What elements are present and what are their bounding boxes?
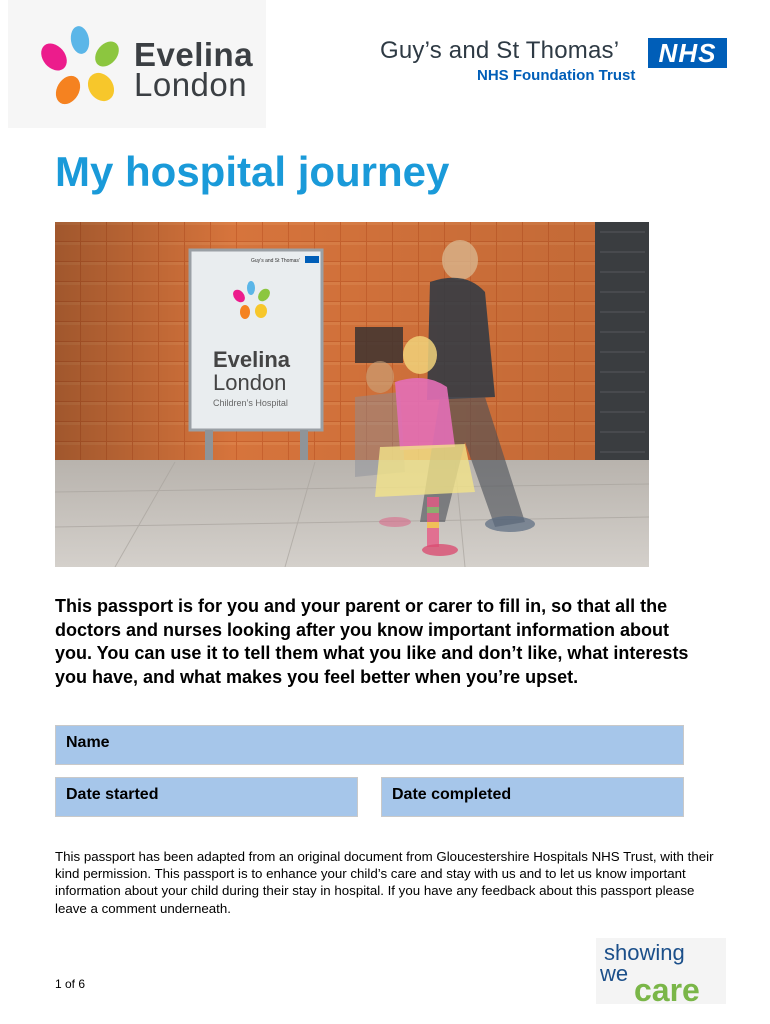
trust-subtitle: NHS Foundation Trust	[477, 67, 636, 84]
evelina-london-logo	[8, 0, 266, 128]
sign-london-text: London	[213, 370, 287, 395]
hospital-entrance-photo	[55, 222, 649, 567]
date-started-label: Date started	[66, 786, 159, 803]
name-field[interactable]	[55, 725, 684, 765]
nhs-badge: NHS	[648, 38, 727, 68]
trust-name: Guy’s and St Thomas’	[380, 37, 620, 64]
name-label: Name	[66, 734, 110, 751]
evelina-wordmark	[134, 36, 254, 103]
page-title: My hospital journey	[55, 148, 450, 195]
evelina-line2: London	[134, 66, 248, 103]
sign-childrens-hospital-text: Children’s Hospital	[213, 398, 288, 408]
date-completed-label: Date completed	[392, 786, 512, 803]
care-text: care	[634, 972, 700, 1004]
evelina-line1: Evelina	[134, 36, 254, 73]
sign-trust-text: Guy’s and St Thomas’	[251, 258, 301, 264]
flower-logo-icon	[34, 24, 129, 109]
showing-we-care-logo	[596, 938, 726, 1004]
showing-text: showing	[604, 940, 685, 965]
trust-logo	[380, 37, 730, 87]
we-text: we	[600, 961, 629, 986]
sign-evelina-text: Evelina	[213, 347, 291, 372]
page-number: 1 of 6	[55, 977, 86, 991]
intro-paragraph: This passport is for you and your parent or carer to fill in, so that all the doctors and nurses looking after you know important information about you. You can use it to tell them what you like and don’t like, what interests you have, and what makes you feel better when you’re upset.	[55, 596, 689, 687]
date-completed-field[interactable]	[381, 777, 684, 817]
adaptation-note: This passport has been adapted from an original document from Gloucestershire Hospitals NHS Trust, with their kind permission. This passport is to enhance your child’s care and stay with us and to let us know important information about your child during their stay in hospital. If you have any feedback about this passport please leave a comment underneath.	[55, 849, 714, 916]
date-started-field[interactable]	[55, 777, 358, 817]
